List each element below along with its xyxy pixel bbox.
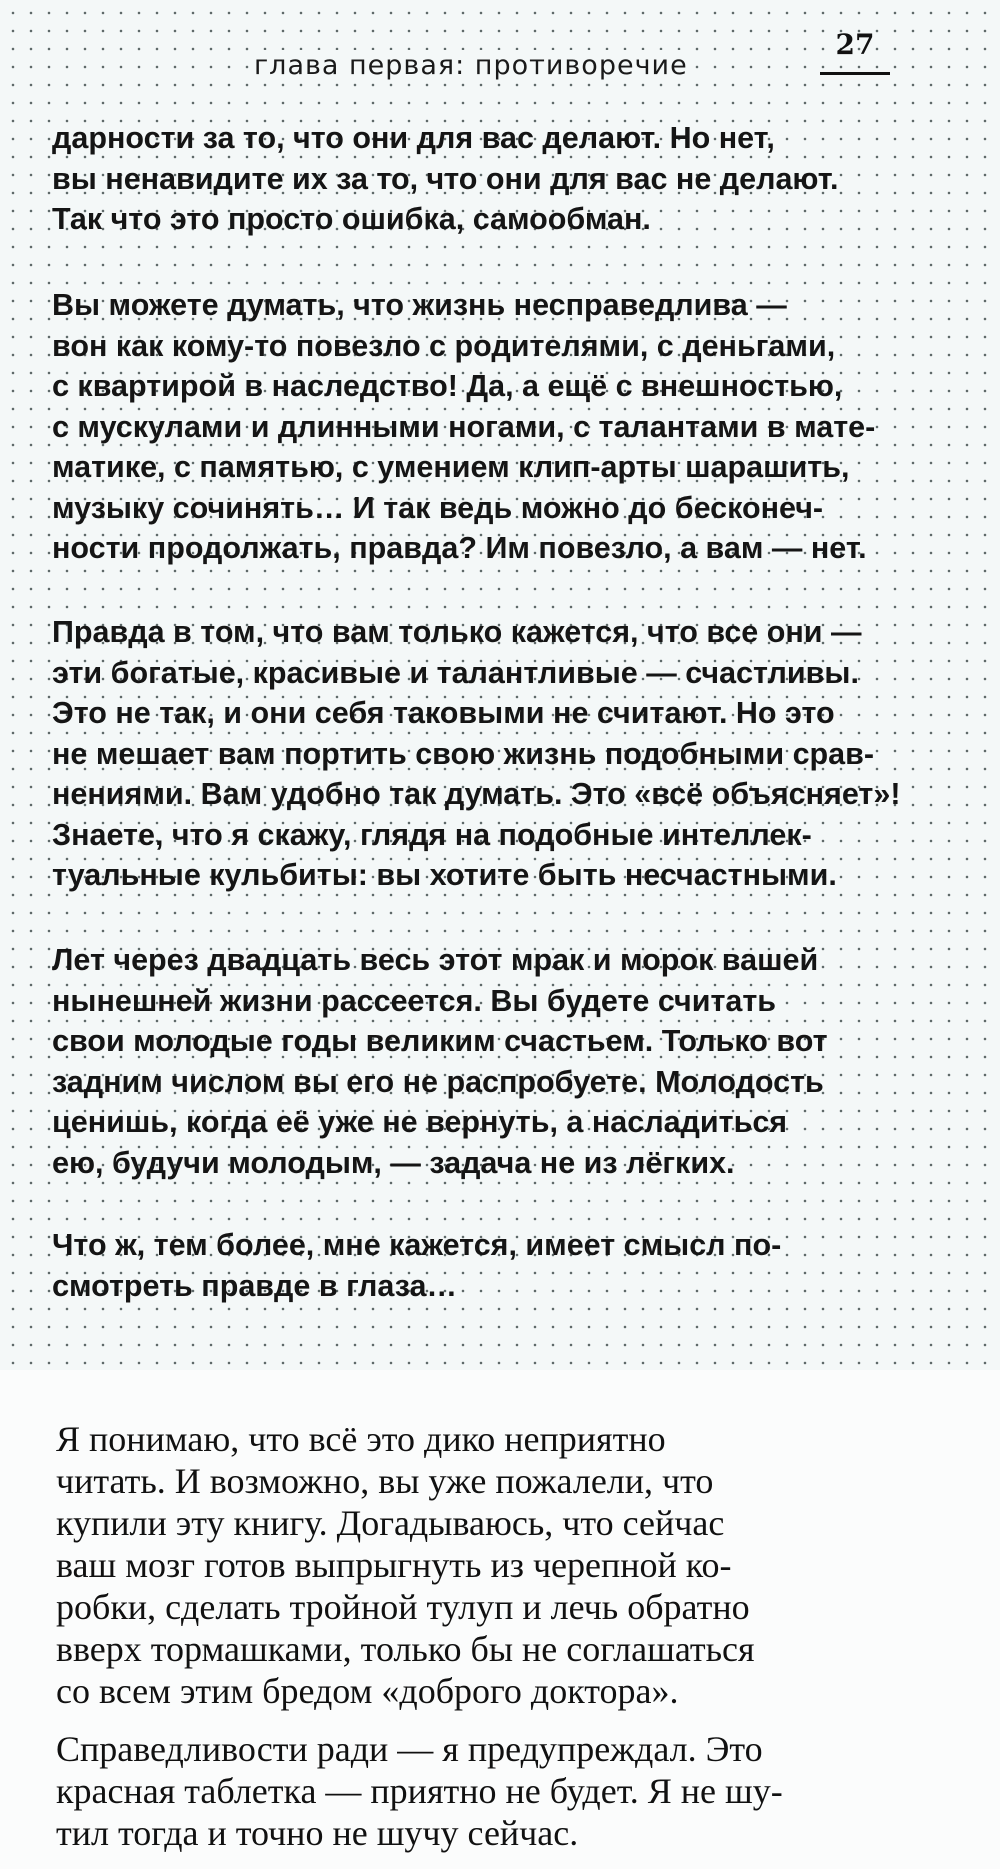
page-header (250, 28, 890, 90)
text-line: смотреть правде в глаза… (52, 1268, 457, 1303)
text-line: вон как кому-то повезло с родителями, с деньгами, (52, 328, 836, 363)
text-line: дарности за то, что они для вас делают. Но нет, (52, 121, 775, 155)
text-line: Правда в том, что вам только кажется, что все они — (52, 615, 862, 649)
text-line: Что ж, тем более, мне кажется, имеет смысл по- (52, 1228, 782, 1262)
text-line: Справедливости ради — я предупреждал. Это (56, 1729, 763, 1769)
text-line: купили эту книгу. Догадываюсь, что сейчас (56, 1503, 725, 1543)
page-number: 27 (835, 28, 875, 61)
body-paragraph (56, 1728, 896, 1854)
quote-paragraph (52, 1225, 897, 1306)
quote-paragraph (52, 940, 897, 1183)
text-line: ценишь, когда её уже не вернуть, а насладиться (52, 1105, 788, 1139)
text-line: эти богатые, красивые и талантливые — счастливы. (52, 655, 859, 690)
text-line: не мешает вам портить свою жизнь подобными срав- (52, 736, 875, 771)
text-line: вы ненавидите их за то, что они для вас не делают. (52, 161, 839, 196)
page-number-rule (820, 72, 890, 75)
text-line: читать. И возможно, вы уже пожалели, что (56, 1461, 714, 1501)
text-line: музыку сочинять… И так ведь можно до бесконеч- (52, 490, 824, 525)
text-line: со всем этим бредом «доброго доктора». (56, 1671, 679, 1711)
text-line: ею, будучи молодым, — задача не из лёгких. (52, 1145, 735, 1180)
text-line: с мускулами и длинными ногами, с талантами в мате- (52, 409, 876, 444)
text-line: Вы можете думать, что жизнь несправедлива — (52, 288, 787, 322)
text-line: тил тогда и точно не шучу сейчас. (56, 1813, 579, 1853)
text-line: нынешней жизни рассеется. Вы будете считать (52, 983, 777, 1018)
text-line: Я понимаю, что всё это дико неприятно (56, 1419, 666, 1459)
text-line: матике, с памятью, с умением клип-арты шарашить, (52, 450, 850, 484)
quote-paragraph (52, 118, 897, 240)
running-head: глава первая: противоречие (250, 50, 692, 81)
text-line: туальные кульбиты: вы хотите быть несчастными. (52, 858, 837, 892)
text-line: Лет через двадцать весь этот мрак и морок вашей (52, 943, 819, 977)
text-line: ваш мозг готов выпрыгнуть из черепной ко- (56, 1545, 732, 1585)
quote-paragraph (52, 612, 901, 896)
text-line: ности продолжать, правда? Им повезло, а вам — нет. (52, 531, 867, 565)
quote-paragraph (52, 285, 897, 569)
text-line: Так что это просто ошибка, самообман. (52, 202, 651, 236)
text-line: задним числом вы его не распробуете. Молодость (52, 1064, 824, 1099)
text-line: вверх тормашками, только бы не соглашаться (56, 1629, 755, 1669)
text-line: робки, сделать тройной тулуп и лечь обратно (56, 1587, 750, 1627)
text-line: с квартирой в наследство! Да, а ещё с внешностью, (52, 369, 843, 403)
text-line: нениями. Вам удобно так думать. Это «всё объясняет»! (52, 777, 901, 811)
text-line: Знаете, что я скажу, глядя на подобные интеллек- (52, 817, 812, 852)
body-paragraph (56, 1418, 896, 1712)
text-line: Это не так, и они себя таковыми не считают. Но это (52, 696, 835, 730)
text-line: красная таблетка — приятно не будет. Я не шу- (56, 1771, 783, 1811)
text-line: свои молодые годы великим счастьем. Только вот (52, 1024, 828, 1058)
